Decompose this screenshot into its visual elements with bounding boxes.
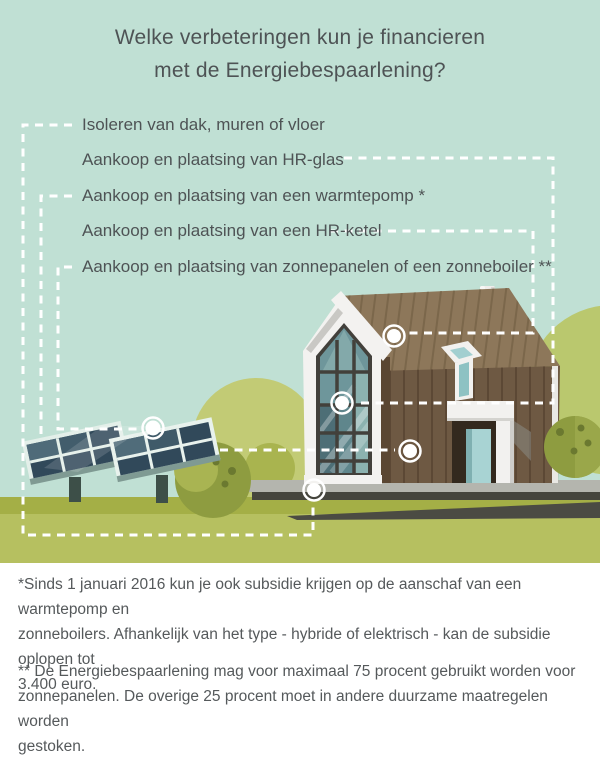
footnote-line: ** De Energiebespaarlening mag voor maximaal 75 procent gebruikt worden voor: [18, 663, 576, 680]
footnote-line: *Sinds 1 januari 2016 kun je ook subsidie krijgen op de aanschaf van een warmtepomp en: [18, 576, 522, 618]
list-item-hr-ketel: Aankoop en plaatsing van een HR-ketel: [82, 221, 382, 240]
footnote-zonnepanelen-percentage: [18, 659, 593, 759]
solar-panel-marker-icon: [143, 418, 164, 439]
solar-post-right: [156, 475, 168, 503]
list-item-isolatie: Isoleren van dak, muren of vloer: [82, 115, 325, 134]
footnote-line: zonnepanelen. De overige 25 procent moet in andere duurzame maatregelen worden: [18, 688, 548, 730]
page-title-line2: met de Energiebespaarlening?: [154, 59, 446, 82]
page-title-line1: Welke verbeteringen kun je financieren: [114, 26, 486, 49]
list-item-zonnepanelen: Aankoop en plaatsing van zonnepanelen of een zonneboiler **: [82, 257, 552, 276]
solar-post-left: [69, 477, 81, 502]
footnote-line: 3.400 euro.: [18, 676, 97, 693]
footnote-line: zonneboilers. Afhankelijk van het type - hybride of elektrisch - kan de subsidie oplopen tot: [18, 626, 551, 668]
list-item-warmtepomp: Aankoop en plaatsing van een warmtepomp *: [82, 186, 426, 205]
grass-band-lower: [0, 514, 600, 563]
footnote-line: gestoken.: [18, 738, 86, 755]
house: [303, 283, 560, 484]
list-item-hr-glas: Aankoop en plaatsing van HR-glas: [82, 150, 344, 169]
